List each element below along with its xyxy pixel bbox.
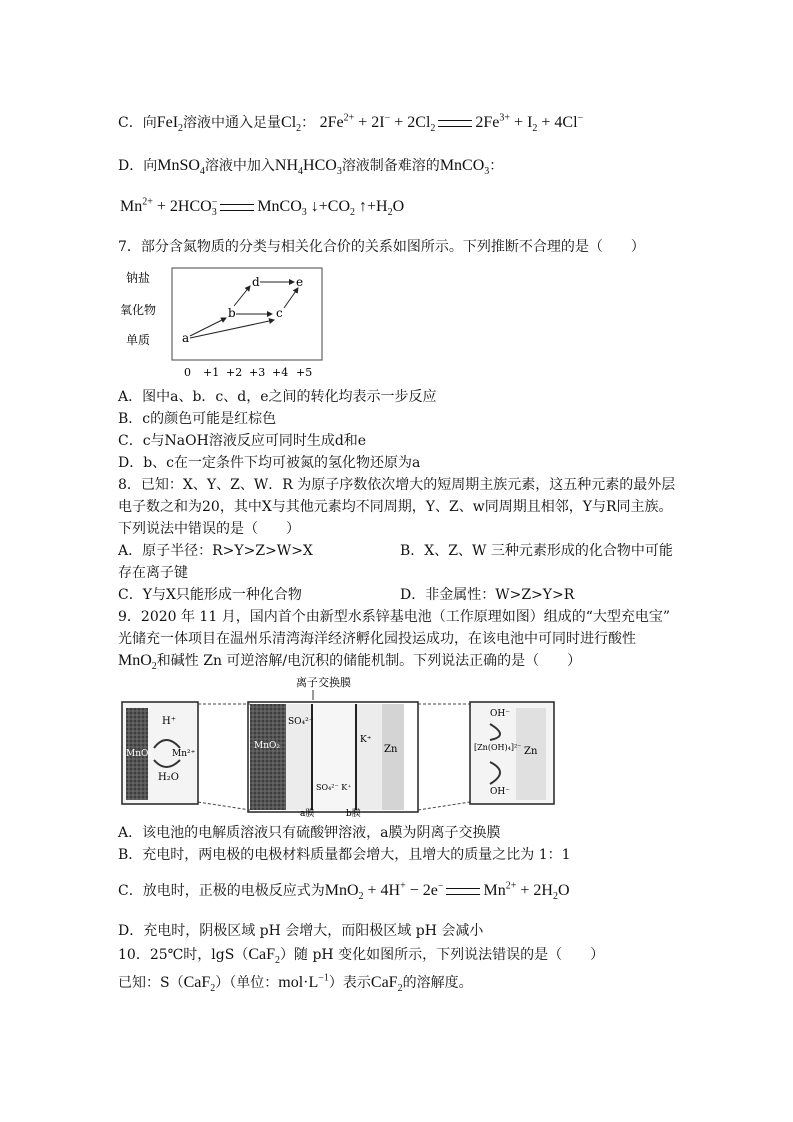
a-membrane-label: a膜 [300, 809, 315, 818]
xlabel-4: +4 [272, 366, 289, 379]
q8-option-d: D．非金属性：W>Z>Y>R [400, 587, 575, 603]
q7-stem: 7．部分含氮物质的分类与相关化合价的关系如图所示。下列推断不合理的是（ ） [118, 239, 645, 255]
q7-valence-chart [118, 262, 328, 386]
q7-option-b: B．c的颜色可能是红棕色 [118, 411, 277, 427]
xlabel-5: +5 [296, 366, 313, 379]
zn-label: Zn [384, 744, 398, 755]
q7-option-a: A．图中a、b．c、d，e之间的转化均表示一步反应 [118, 389, 437, 405]
arrow-b-d [234, 286, 250, 306]
q9-battery-diagram [118, 676, 558, 818]
q9-option-d: D．充电时，阴极区域 pH 会增大，而阳极区域 pH 会减小 [118, 923, 484, 939]
q6-option-c: C．向FeI$_2$溶液中通入足量$Cl_2$： $2Fe^{2+} + 2I^- + 2Cl_2$ $2Fe^{3+} + I_2 + 4Cl^-$ [118, 112, 584, 135]
mno2-label: MnO₂ [254, 741, 280, 751]
q10-stem: 10．25℃时，lgS（CaF$_2$）随 pH 变化如图所示，下列说法错误的是（ ） [118, 946, 605, 967]
xlabel-2: +2 [226, 366, 243, 379]
ylabel-element: 单质 [126, 333, 151, 347]
q9-stem-1: 9．2020 年 11 月，国内首个由新型水系锌基电池（工作原理如图）组成的“大型充电宝” [118, 609, 671, 625]
arrow-c-e [284, 288, 298, 308]
left-h-label: H⁺ [162, 716, 176, 727]
q8-option-a: A．原子半径：R>Y>Z>W>X [118, 543, 313, 559]
point-d: d [252, 275, 260, 289]
point-a: a [182, 331, 190, 345]
right-oh1-label: OH⁻ [490, 709, 510, 719]
ylabel-oxide: 氧化物 [120, 303, 157, 317]
k-label: K⁺ [360, 735, 372, 745]
point-e: e [296, 275, 304, 289]
right-oh2-label: OH⁻ [490, 787, 510, 797]
q8-option-b: B．X、Z、W 三种元素形成的化合物中可能 [400, 543, 673, 559]
point-b: b [228, 306, 236, 320]
so4-label: SO₄²⁻ [288, 717, 314, 727]
q7-option-c: C．c与NaOH溶液反应可同时生成d和e [118, 433, 367, 449]
q9-option-c: C．放电时，正极的电极反应式为MnO$_2$ + 4H+ − 2e− $Mn^{2+} + 2H_2O$ [118, 880, 570, 903]
q7-option-d: D．b、c在一定条件下均可被氮的氢化物还原为a [118, 455, 421, 471]
left-mno2-label: MnO₂ [126, 749, 152, 759]
q8-stem-1: 8．已知：X、Y、Z、W．R 为原子序数依次增大的短周期主族元素，这五种元素的最外层 [118, 477, 676, 493]
right-zn-label: Zn [524, 746, 538, 757]
xlabel-0: 0 [184, 366, 191, 379]
q8-option-b-cont: 存在离子键 [118, 565, 188, 581]
q9-stem-2: 光储充一体项目在温州乐清湾海洋经济孵化园投运成功，在该电池中可同时进行酸性 [118, 631, 636, 647]
right-complex-label: [Zn(OH)₄]²⁻ [474, 743, 522, 752]
arrow-a-c [190, 320, 274, 338]
q10-known: 已知：S（CaF$_2$）（单位：$mol\cdot L^{-1}$）表示CaF$_2$的溶解度。 [118, 972, 473, 995]
zn-electrode [382, 704, 404, 810]
q8-stem-3: 下列说法中错误的是（ ） [118, 521, 300, 537]
left-h2o-label: H₂O [158, 772, 179, 783]
q8-option-c: C．Y与X只能形成一种化合物 [118, 587, 302, 603]
q6c-equation: $2Fe^{2+} + 2I^- + 2Cl_2$ $2Fe^{3+} + I_2 + 4Cl^-$ [319, 112, 584, 135]
membrane-title: 离子交换膜 [296, 676, 351, 689]
q6d-equation: $Mn^{2+} + 2HCO_3^-$ MnCO$_3$ $↓+CO_2$ $↑+H_2O$ [120, 196, 405, 219]
q9-option-a: A．该电池的电解质溶液只有硫酸钾溶液，a膜为阴离子交换膜 [118, 825, 501, 841]
xlabel-1: +1 [203, 366, 220, 379]
ylabel-salt: 钠盐 [126, 271, 151, 285]
xlabel-3: +3 [249, 366, 266, 379]
mno2-electrode [250, 704, 286, 810]
point-c: c [276, 306, 283, 320]
left-mn-label: Mn²⁺ [172, 749, 196, 759]
arrow-a-b [190, 318, 226, 336]
mid-label: SO₄²⁻ K⁺ [316, 783, 352, 792]
q9-stem-3: MnO$_2$和碱性 Zn 可逆溶解/电沉积的储能机制。下列说法正确的是（ ） [118, 652, 582, 673]
b-membrane-label: b膜 [346, 809, 361, 818]
q6-option-d: D．向MnSO$_4$溶液中加入$NH_4HCO_3$溶液制备难溶的MnCO$_3$： [118, 157, 504, 178]
q8-stem-2: 电子数之和为20，其中X与其他元素均不同周期，Y、Z、w同周期且相邻，Y与R同主族。 [118, 499, 673, 515]
q9-option-b: B．充电时，两电极的电极材料质量都会增大，且增大的质量之比为 1：1 [118, 847, 571, 863]
